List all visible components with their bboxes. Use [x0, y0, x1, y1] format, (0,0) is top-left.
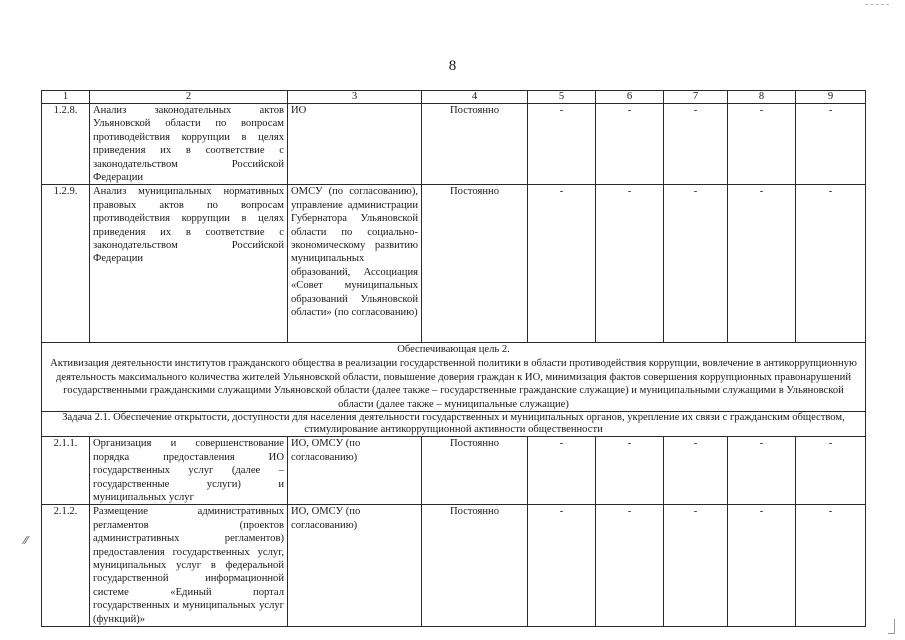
- item-value: -: [728, 185, 796, 343]
- item-number: 1.2.9.: [42, 185, 90, 343]
- table-row: [42, 185, 866, 343]
- item-term: Постоянно: [422, 185, 528, 343]
- item-term: Постоянно: [422, 505, 528, 627]
- item-description: Анализ законодательных актов Ульяновской области по вопросам противодействия коррупции в целях приведения их в соответствие с законодательством Российской Федерации: [90, 104, 288, 185]
- task-row: [42, 412, 866, 437]
- item-value: -: [796, 505, 866, 627]
- item-value: -: [528, 505, 596, 627]
- item-executor: ИО, ОМСУ (по согласованию): [288, 505, 422, 627]
- item-value: -: [664, 185, 728, 343]
- item-term: Постоянно: [422, 104, 528, 185]
- item-number: 1.2.8.: [42, 104, 90, 185]
- page-number: 8: [448, 58, 457, 74]
- item-value: -: [664, 104, 728, 185]
- column-number-row: [42, 91, 866, 104]
- column-number: 3: [288, 91, 422, 104]
- item-description: Размещение административных регламентов (проектов административных регламентов) предоставления государственных услуг, муниципальных услуг в федеральной государственной информационной системе «Единый портал государственных и муниципальных услуг (функций)»: [90, 505, 288, 627]
- margin-pencil-mark: ⁄⁄: [24, 534, 28, 547]
- scan-corner-tick: [888, 619, 895, 634]
- column-number: 2: [90, 91, 288, 104]
- goal-row: [42, 343, 866, 412]
- item-value: -: [528, 104, 596, 185]
- column-number: 1: [42, 91, 90, 104]
- item-value: -: [728, 104, 796, 185]
- item-value: -: [796, 185, 866, 343]
- item-value: -: [664, 437, 728, 505]
- goal-cell: [42, 343, 866, 412]
- table-row: [42, 104, 866, 185]
- item-term: Постоянно: [422, 437, 528, 505]
- item-value: -: [596, 185, 664, 343]
- column-number: 8: [728, 91, 796, 104]
- item-value: -: [728, 437, 796, 505]
- item-value: -: [596, 437, 664, 505]
- item-value: -: [728, 505, 796, 627]
- goal-text: Активизация деятельности институтов гражданского общества в реализации государственной политики в области противодействия коррупции, вовлечение в антикоррупционную деятельность максимального количества жителей Ульяновской области, повышение доверия граждан к ИО, минимизация фактов совершения коррупционных правонарушений государственными гражданскими служащими Ульяновской области (далее также – государственные гражданские служащие) и муниципальными служащими в Ульяновской области (далее также – муниципальные служащие): [50, 358, 857, 410]
- item-executor: ИО, ОМСУ (по согласованию): [288, 437, 422, 505]
- item-value: -: [796, 104, 866, 185]
- column-number: 5: [528, 91, 596, 104]
- task-text: Задача 2.1. Обеспечение открытости, доступности для населения деятельности государственных и муниципальных органов, укрепление их связи с гражданским обществом, стимулирование антикоррупционной активности общественности: [42, 412, 866, 437]
- item-value: -: [528, 185, 596, 343]
- column-number: 7: [664, 91, 728, 104]
- item-value: -: [664, 505, 728, 627]
- column-number: 6: [596, 91, 664, 104]
- item-number: 2.1.2.: [42, 505, 90, 627]
- item-value: -: [596, 505, 664, 627]
- table-row: [42, 437, 866, 505]
- item-description: Организация и совершенствование порядка предоставления ИО государственных услуг (далее – государственные услуги) и муниципальных услуг: [90, 437, 288, 505]
- column-number: 9: [796, 91, 866, 104]
- goal-title: Обеспечивающая цель 2.: [397, 344, 510, 356]
- column-number: 4: [422, 91, 528, 104]
- table-row: [42, 505, 866, 627]
- scan-corner-mark: [865, 4, 889, 5]
- item-executor: ОМСУ (по согласованию), управление администрации Губернатора Ульяновской области по социально-экономическому развитию муниципальных образований, Ассоциация «Совет муниципальных образований Ульяновской области» (по согласованию): [288, 185, 422, 343]
- item-executor: ИО: [288, 104, 422, 185]
- item-value: -: [596, 104, 664, 185]
- item-number: 2.1.1.: [42, 437, 90, 505]
- item-description: Анализ муниципальных нормативных правовых актов по вопросам противодействия коррупции в целях приведения их в соответствие с законодательством Российской Федерации: [90, 185, 288, 343]
- measures-table: [41, 90, 866, 627]
- item-value: -: [528, 437, 596, 505]
- item-value: -: [796, 437, 866, 505]
